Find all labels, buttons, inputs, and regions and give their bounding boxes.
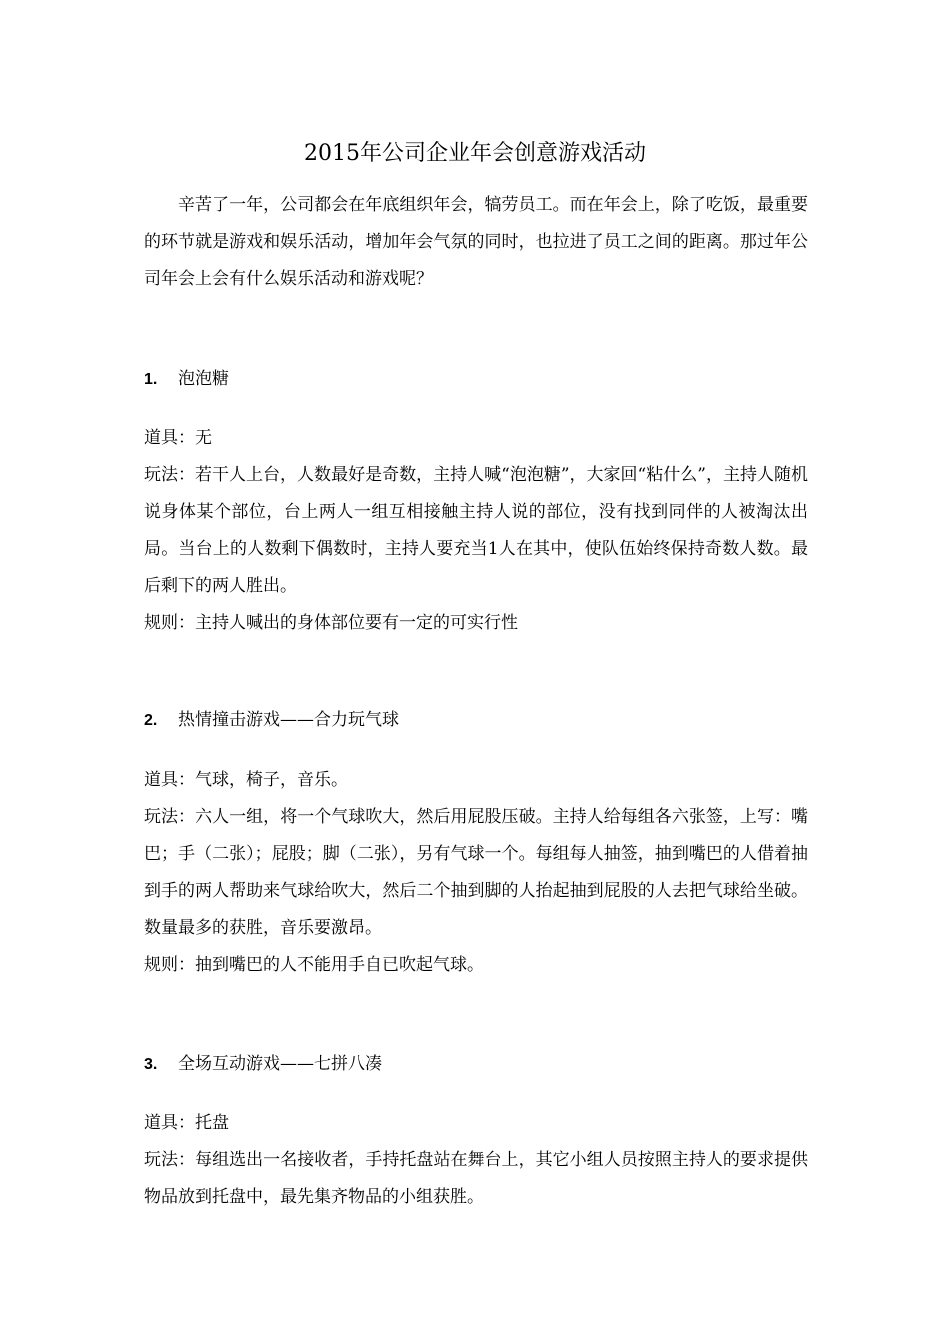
game-1-heading (144, 361, 808, 398)
game-3-heading (144, 1046, 808, 1083)
game-1-number: 1. (144, 371, 158, 388)
game-3-name: 全场互动游戏——七拼八凑 (178, 1054, 382, 1074)
game-2-heading (144, 702, 808, 739)
document-title: 2015年公司企业年会创意游戏活动 (304, 141, 646, 166)
game-3-howto: 玩法：每组选出一名接收者，手持托盘站在舞台上，其它小组人员按照主持人的要求提供物品放到托盘中，最先集齐物品的小组获胜。 (144, 1150, 808, 1207)
game-1-name: 泡泡糖 (178, 369, 229, 389)
game-2-howto: 玩法：六人一组，将一个气球吹大，然后用屁股压破。主持人给每组各六张签，上写：嘴巴；手（二张）；屁股；脚（二张），另有气球一个。每组每人抽签，抽到嘴巴的人借着抽到手的两人帮助来气球给吹大，然后二个抽到脚的人抬起抽到屁股的人去把气球给坐破。数量最多的获胜，音乐要激昂。 (144, 807, 808, 938)
game-3-number: 3. (144, 1056, 158, 1073)
intro-paragraph: 辛苦了一年，公司都会在年底组织年会，犒劳员工。而在年会上，除了吃饭，最重要的环节就是游戏和娱乐活动，增加年会气氛的同时，也拉进了员工之间的距离。那过年公司年会上会有什么娱乐活动和游戏呢？ (144, 195, 808, 289)
game-2-props: 道具：气球，椅子，音乐。 (144, 770, 348, 790)
game-2-number: 2. (144, 712, 158, 729)
game-2-rules: 规则：抽到嘴巴的人不能用手自已吹起气球。 (144, 955, 484, 975)
game-3-props: 道具：托盘 (144, 1113, 229, 1133)
game-1-rules: 规则：主持人喊出的身体部位要有一定的可实行性 (144, 613, 518, 633)
game-2-name: 热情撞击游戏——合力玩气球 (178, 710, 399, 730)
game-1-props: 道具：无 (144, 428, 212, 448)
game-1-howto: 玩法：若干人上台，人数最好是奇数，主持人喊“泡泡糖”，大家回“粘什么”，主持人随机说身体某个部位，台上两人一组互相接触主持人说的部位，没有找到同伴的人被淘汰出局。当台上的人数剩下偶数时，主持人要充当1人在其中，使队伍始终保持奇数人数。最后剩下的两人胜出。 (144, 465, 808, 596)
